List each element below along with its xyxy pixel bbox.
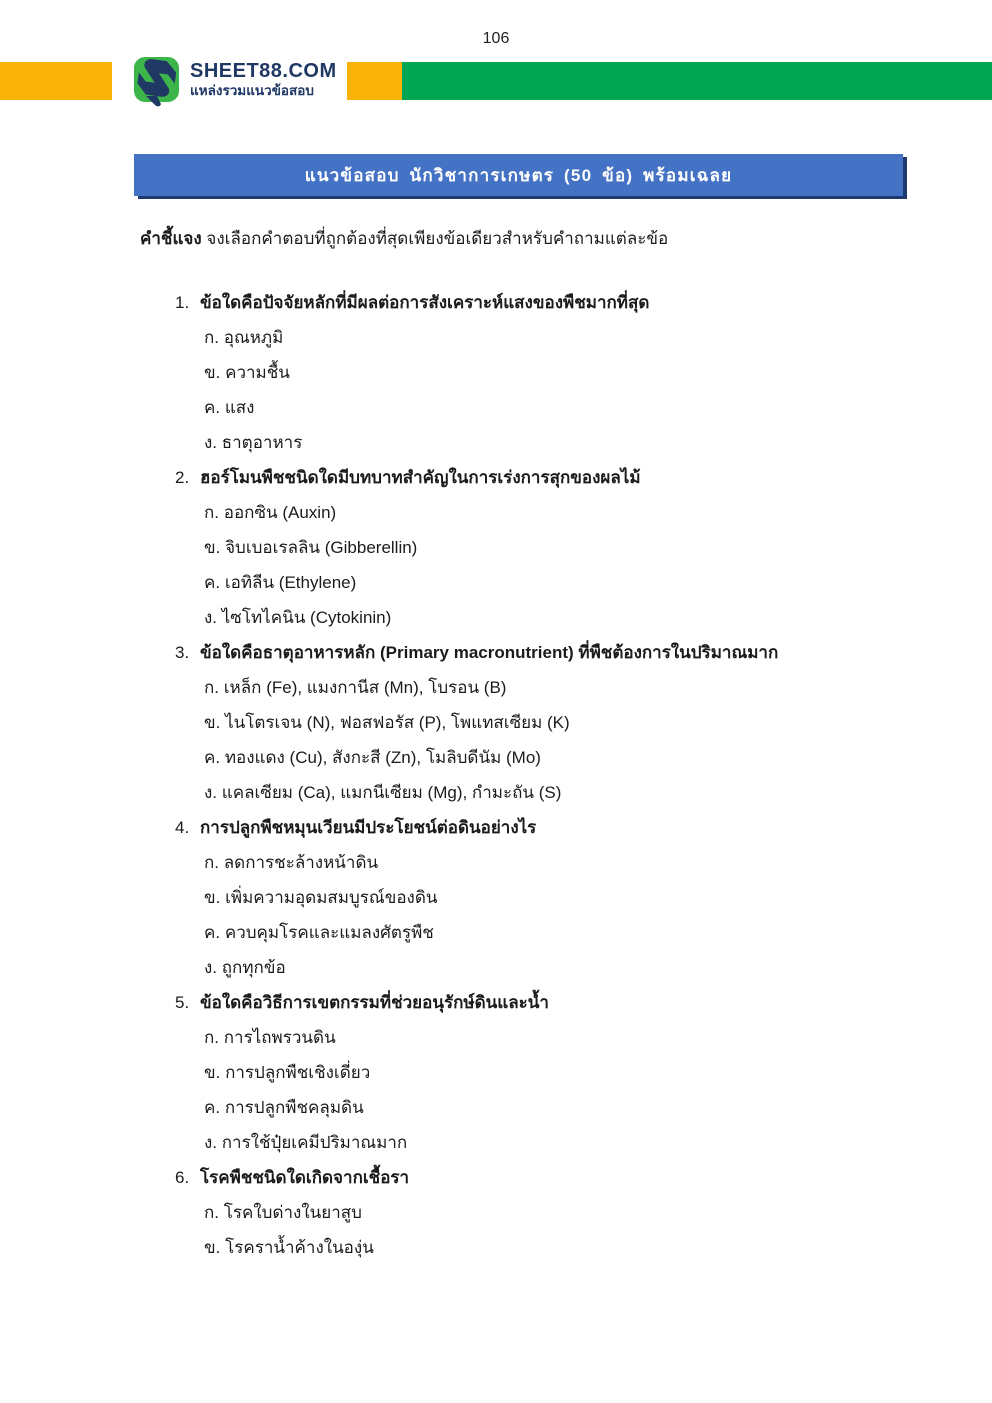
option-c: ค. แสง (204, 398, 255, 417)
question-number: 5. (175, 993, 190, 1012)
question-text: โรคพืชชนิดใดเกิดจากเชื้อรา (200, 1168, 410, 1187)
option-b: ข. การปลูกพืชเชิงเดี่ยว (204, 1063, 371, 1082)
option-d: ง. ไซโทไคนิน (Cytokinin) (204, 608, 392, 627)
option-b: ข. จิบเบอเรลลิน (Gibberellin) (204, 538, 418, 557)
accent-bar-yellow-left (0, 62, 112, 100)
question-number: 4. (175, 818, 190, 837)
page-number: 106 (482, 30, 510, 47)
brand-logo (133, 56, 347, 108)
question-number: 2. (175, 468, 190, 487)
question-number: 3. (175, 643, 190, 662)
accent-bar-yellow-mid (337, 62, 402, 100)
option-a: ก. โรคใบด่างในยาสูบ (204, 1203, 362, 1222)
question-3 (0, 635, 992, 810)
option-a: ก. อุณหภูมิ (204, 328, 284, 347)
option-c: ค. ทองแดง (Cu), สังกะสี (Zn), โมลิบดีนัม (Mo) (204, 748, 541, 767)
question-text: ข้อใดคือวิธีการเขตกรรมที่ช่วยอนุรักษ์ดินและน้ำ (200, 993, 549, 1012)
question-5 (0, 985, 992, 1160)
question-6 (0, 1160, 992, 1265)
option-a: ก. เหล็ก (Fe), แมงกานีส (Mn), โบรอน (B) (204, 678, 507, 697)
option-c: ค. เอทิลีน (Ethylene) (204, 573, 357, 592)
exam-title: แนวข้อสอบ นักวิชาการเกษตร (50 ข้อ) พร้อมเฉลย (304, 165, 733, 185)
question-text: ข้อใดคือธาตุอาหารหลัก (Primary macronutrient) ที่พืชต้องการในปริมาณมาก (200, 643, 779, 662)
option-b: ข. ไนโตรเจน (N), ฟอสฟอรัส (P), โพแทสเซียม (K) (204, 713, 570, 732)
option-d: ง. ถูกทุกข้อ (204, 958, 286, 977)
option-b: ข. โรคราน้ำค้างในองุ่น (204, 1238, 374, 1257)
instructions-line (140, 226, 932, 252)
option-c: ค. ควบคุมโรคและแมลงศัตรูพืช (204, 923, 434, 942)
question-text: ฮอร์โมนพืชชนิดใดมีบทบาทสำคัญในการเร่งการสุกของผลไม้ (200, 468, 641, 487)
option-b: ข. ความชื้น (204, 363, 290, 382)
exam-title-banner (134, 154, 903, 196)
question-number: 6. (175, 1168, 190, 1187)
option-c: ค. การปลูกพืชคลุมดิน (204, 1098, 364, 1117)
question-1 (0, 285, 992, 460)
option-d: ง. แคลเซียม (Ca), แมกนีเซียม (Mg), กำมะถัน (S) (204, 783, 562, 802)
option-b: ข. เพิ่มความอุดมสมบูรณ์ของดิน (204, 888, 438, 907)
question-number: 1. (175, 293, 190, 312)
s-monogram-icon (133, 56, 181, 108)
instructions-label: คำชี้แจง (140, 229, 202, 248)
option-d: ง. การใช้ปุ๋ยเคมีปริมาณมาก (204, 1133, 408, 1152)
option-a: ก. ลดการชะล้างหน้าดิน (204, 853, 379, 872)
question-text: การปลูกพืชหมุนเวียนมีประโยชน์ต่อดินอย่างไร (200, 818, 537, 837)
option-d: ง. ธาตุอาหาร (204, 433, 303, 452)
brand-name: SHEET88.COM (190, 60, 337, 82)
question-2 (0, 460, 992, 635)
question-4 (0, 810, 992, 985)
question-list (0, 285, 992, 1265)
option-a: ก. การไถพรวนดิน (204, 1028, 336, 1047)
brand-text-block (190, 56, 337, 99)
brand-tagline: แหล่งรวมแนวข้อสอบ (190, 83, 314, 98)
question-text: ข้อใดคือปัจจัยหลักที่มีผลต่อการสังเคราะห์แสงของพืชมากที่สุด (200, 293, 650, 312)
instructions-text: จงเลือกคำตอบที่ถูกต้องที่สุดเพียงข้อเดียวสำหรับคำถามแต่ละข้อ (206, 229, 669, 248)
sheet88-logo-icon (133, 56, 181, 108)
option-a: ก. ออกซิน (Auxin) (204, 503, 337, 522)
accent-bar-green (402, 62, 992, 100)
